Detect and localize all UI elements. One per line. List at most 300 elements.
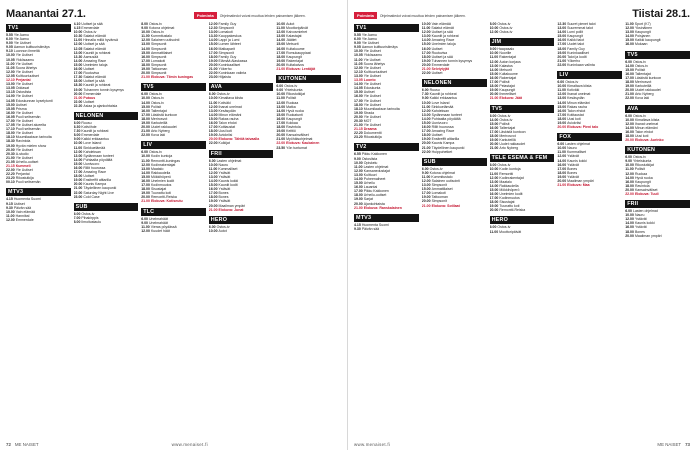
- program-time: 12.00: [6, 217, 15, 222]
- program-listing: [490, 96, 555, 100]
- program-title: Remontti: [499, 171, 514, 176]
- program-title: Autot: [218, 228, 227, 233]
- program-time: 21.00: [354, 205, 363, 210]
- program-title: Putous: [83, 95, 96, 100]
- program-time: 17.00: [6, 118, 15, 123]
- program-time: 00.10: [6, 180, 15, 185]
- program-time: 6.00: [73, 211, 81, 216]
- program-title: Keittiö: [286, 129, 296, 134]
- program-time: 10.00: [421, 100, 431, 105]
- program-title: Ystävät: [567, 162, 579, 167]
- program-time: 21.00: [557, 183, 567, 188]
- program-listing: [557, 63, 622, 67]
- program-title: Ihmeelliset: [499, 92, 517, 97]
- program-time: 16.00: [354, 185, 363, 190]
- program-time: 13.00: [73, 50, 83, 55]
- program-time: 6.00: [625, 155, 632, 160]
- program-time: 9.00: [73, 137, 81, 142]
- program-time: 10.00: [6, 53, 15, 58]
- program-time: 16.00: [276, 116, 286, 121]
- program-time: 10.00: [354, 160, 363, 165]
- program-time: 11.00: [625, 22, 634, 26]
- program-title: Uutiset ja sää: [431, 30, 453, 35]
- program-time: 23.20: [6, 176, 15, 181]
- program-title: Hyvä ruoka: [286, 108, 304, 113]
- program-time: 13.00: [557, 26, 567, 31]
- program-time: 11.00: [6, 61, 15, 66]
- program-title: Uutiset: [13, 201, 25, 206]
- program-title: Yhteiskunta: [284, 88, 303, 93]
- program-title: Kulkijat: [218, 141, 230, 146]
- program-title: Simpsonit: [218, 26, 234, 31]
- program-time: 12.05: [73, 46, 83, 51]
- program-time: 17.00: [489, 80, 499, 85]
- program-listing: [74, 104, 139, 108]
- schedule-column: [490, 22, 555, 442]
- program-title: Rikostutkija: [15, 176, 34, 181]
- program-title: Prisma: [15, 106, 27, 111]
- program-time: 10.00: [141, 96, 150, 101]
- program-title: Salatut elämät: [83, 46, 106, 51]
- program-time: 13.00: [276, 104, 286, 109]
- program-time: 19.00: [208, 199, 218, 204]
- program-time: 10.00: [276, 92, 286, 97]
- program-title: Uutiset: [83, 67, 95, 72]
- program-time: 15.00: [141, 104, 150, 109]
- program-time: 16.05: [6, 114, 15, 119]
- program-title: Maailman ympäri: [218, 203, 246, 208]
- program-title: Simpsonit: [431, 183, 447, 188]
- program-title: Uutiset: [83, 99, 95, 104]
- program-title: Kauniit ja rohkeat: [83, 50, 111, 55]
- program-title: Lappi ja Lumi: [218, 38, 240, 43]
- program-time: 23.20: [354, 135, 363, 140]
- program-time: 22.00: [208, 71, 218, 76]
- program-title: Bones: [218, 195, 229, 200]
- program-title: Poliisit: [634, 67, 646, 72]
- program-time: 20.00: [276, 133, 286, 138]
- program-title: Puoli seitsemän: [15, 127, 41, 132]
- program-title: Poliisit: [499, 121, 510, 126]
- program-title: Sydänmaan tunteet: [431, 112, 462, 117]
- program-time: 12.00: [421, 179, 431, 183]
- program-title: Nauru: [218, 162, 229, 167]
- program-title: Ostos-tv: [149, 22, 163, 26]
- program-time: 18.10: [6, 135, 15, 140]
- program-time: 15.00: [276, 42, 286, 47]
- program-listing: [354, 206, 419, 210]
- program-title: Poliisit: [634, 167, 645, 172]
- program-title: Rakentajat: [499, 55, 516, 60]
- program-time: 15.00: [489, 71, 499, 76]
- program-time: 16.00: [354, 94, 363, 99]
- program-title: Yökerho: [567, 58, 581, 63]
- program-time: 19.00: [557, 174, 567, 179]
- program-time: 23.00: [208, 75, 218, 80]
- program-time: 19.00: [354, 197, 363, 202]
- program-title: MOT: [363, 118, 372, 123]
- program-time: 14.00: [625, 34, 634, 39]
- program-time: 20.00: [625, 88, 634, 93]
- program-time: 12.00: [354, 168, 363, 173]
- program-time: 10.00: [489, 26, 499, 31]
- program-title: Kalastajat: [286, 34, 302, 39]
- program-title: Sisustajat: [499, 200, 515, 205]
- program-title: Tallentajat: [499, 125, 516, 130]
- program-title: Unelmahäät: [149, 216, 168, 221]
- program-title: Kauniit ja rohkeat: [83, 83, 111, 88]
- website-link[interactable]: www.menaiset.fi: [354, 442, 391, 447]
- program-title: Tuhannen tonnin kysymys: [431, 58, 473, 63]
- channel-header: TLC: [141, 208, 206, 216]
- program-listing: [490, 230, 555, 234]
- page-number: 72: [6, 442, 11, 447]
- program-time: 12.00: [73, 42, 83, 47]
- program-time: 14.00: [625, 125, 634, 130]
- program-time: 19.00: [421, 195, 431, 200]
- program-time: 9.10: [6, 49, 13, 54]
- program-time: 13.30: [73, 54, 83, 59]
- program-title: Pihakirppis: [81, 215, 99, 220]
- program-title: Rakentajat: [499, 75, 517, 80]
- program-time: 6.00: [73, 120, 81, 125]
- program-title: Läskistä kuntoon: [150, 112, 178, 117]
- program-time: 16.00: [6, 110, 15, 115]
- program-time: 14.00: [141, 170, 150, 175]
- program-time: 6.00: [354, 37, 361, 42]
- program-title: Ostos-tv: [497, 22, 511, 26]
- program-title: Yle Uutiset: [15, 69, 33, 74]
- program-time: 21.00: [489, 96, 499, 101]
- notice-box: [194, 12, 306, 19]
- program-title: Kahdeksan: [83, 149, 101, 154]
- program-time: 18.00: [276, 125, 286, 130]
- page-header: [354, 4, 690, 20]
- schedule-columns: [6, 22, 341, 442]
- program-time: 15.00: [625, 67, 634, 72]
- program-title: Uutiset: [363, 90, 375, 95]
- magazine-name: ME NAISET: [14, 442, 39, 447]
- program-time: 12.00: [208, 22, 218, 26]
- program-listing: [74, 220, 139, 224]
- program-time: 18.30: [73, 83, 83, 88]
- program-title: Haapasalo: [497, 47, 515, 52]
- program-time: 17.00: [557, 166, 567, 171]
- schedule-column: [354, 22, 419, 442]
- program-time: 15.00: [557, 34, 567, 39]
- program-title: Urheilu: [363, 181, 375, 186]
- program-title: Draama: [363, 127, 377, 132]
- program-time: 15.00: [489, 187, 499, 192]
- program-title: Täydellinen kaupunki: [431, 145, 465, 150]
- program-time: 12.00: [141, 228, 150, 233]
- program-time: 17.05: [6, 123, 15, 128]
- program-title: Kauppakeskus: [218, 34, 242, 39]
- program-title: Yle Uutiset: [13, 41, 31, 46]
- program-time: 16.00: [208, 120, 218, 125]
- program-title: Vain elämää: [15, 209, 35, 214]
- program-time: 21.00: [421, 145, 431, 150]
- program-title: Yle Uutiset: [363, 49, 381, 54]
- program-title: Kulttuuriuutiset: [363, 69, 387, 74]
- program-time: 9.00: [421, 170, 429, 175]
- program-time: 10.00: [421, 22, 431, 26]
- program-time: 17.00: [208, 50, 218, 55]
- program-time: 11.00: [421, 174, 431, 179]
- program-time: 14.00: [208, 38, 218, 43]
- program-title: Rillit huurussa: [83, 166, 106, 170]
- program-time: 10.00: [73, 30, 83, 35]
- program-title: Uutiset: [431, 46, 443, 51]
- program-title: Strada: [363, 110, 375, 115]
- program-title: Ostos-tv: [633, 59, 647, 64]
- program-time: 10.00: [625, 213, 634, 218]
- program-time: 16.00: [557, 162, 567, 167]
- program-title: Unelmien kodit: [150, 179, 175, 183]
- program-time: 12.00: [208, 170, 218, 175]
- program-title: Ystävät: [567, 174, 579, 179]
- program-time: 15.00: [141, 174, 150, 179]
- program-title: Kansainväliset: [286, 133, 309, 138]
- program-title: Kotiväki: [566, 88, 580, 93]
- channel-header: TV5: [141, 83, 206, 91]
- program-time: 21.00: [625, 92, 634, 97]
- program-title: Ensitreffit alttarilla: [431, 137, 460, 142]
- program-title: Autot: [286, 22, 295, 26]
- program-time: 22.00: [557, 62, 567, 67]
- program-time: 19.00: [489, 138, 499, 143]
- program-time: 15.00: [421, 187, 431, 192]
- program-title: Lomakoti: [431, 191, 446, 196]
- program-listing: [141, 229, 206, 233]
- program-title: A-studio: [15, 151, 29, 156]
- program-time: 11.00: [141, 224, 150, 229]
- program-time: 6.00: [141, 150, 148, 155]
- program-time: 14.00: [557, 30, 567, 35]
- program-title: Huomenta Suomi: [13, 197, 41, 202]
- program-title: Kultakuume: [499, 71, 518, 76]
- program-title: Lasten ohjelmat: [633, 209, 658, 214]
- program-time: 19.00: [421, 137, 431, 142]
- program-time: 13.15: [6, 90, 15, 95]
- channel-header: NELONEN: [74, 112, 139, 120]
- program-title: Arto Nyberg: [499, 146, 519, 151]
- program-title: Yle Uutiset: [15, 61, 33, 66]
- program-listing: [625, 96, 690, 100]
- program-title: Salainen uutisointi: [150, 38, 180, 43]
- program-title: Kesäsydän: [567, 96, 585, 101]
- program-time: 19.00: [276, 58, 286, 63]
- program-time: 11.00: [276, 96, 285, 101]
- program-title: Remontti-Reiska: [499, 208, 526, 213]
- program-time: 10.00: [354, 49, 363, 54]
- program-title: Yle Uutiset: [361, 41, 379, 46]
- program-time: 21.00: [557, 58, 567, 63]
- program-time: 19.00: [141, 191, 150, 196]
- program-title: Yle Uutiset: [363, 73, 381, 78]
- program-time: 10.00: [141, 30, 150, 35]
- program-title: Kuudet häät: [150, 228, 170, 233]
- program-title: Poisjanen: [634, 34, 651, 39]
- program-time: 12.00: [421, 108, 431, 113]
- right-page: [348, 0, 696, 450]
- notice-badge: Poiminta: [354, 12, 377, 19]
- page-title: Maanantai 27.1.: [6, 8, 86, 20]
- program-title: Emmerdale: [83, 91, 102, 96]
- program-title: Puhtaalta pöydältä: [431, 116, 461, 121]
- program-title: Kaikki erkkaantuu: [81, 137, 110, 142]
- program-title: Ystävät: [634, 225, 647, 230]
- channel-header: TV5: [490, 105, 555, 113]
- program-title: Ruusu: [429, 88, 440, 93]
- program-title: Kaupungit: [634, 179, 651, 184]
- program-title: Yle Aamu: [361, 37, 377, 42]
- program-title: Sarjat: [363, 197, 373, 202]
- program-title: Simpsonit: [150, 54, 167, 59]
- program-time: 12.00: [489, 175, 499, 180]
- program-time: 14.00: [421, 116, 431, 121]
- program-title: Auton korjaus: [499, 59, 521, 64]
- program-title: Minun elämäni: [634, 125, 658, 130]
- program-listing: [625, 42, 690, 46]
- program-time: 13.00: [208, 30, 218, 35]
- program-listing: [354, 227, 419, 231]
- program-time: 13.00: [141, 42, 150, 47]
- program-time: 15.00: [421, 120, 431, 125]
- program-time: 18.00: [489, 200, 499, 205]
- program-title: Perjantai: [15, 172, 30, 177]
- program-title: Kaupungit: [634, 30, 651, 35]
- program-title: Amazing Race: [83, 170, 107, 175]
- program-title: Kummitustalo: [150, 34, 172, 39]
- program-title: Talot ja kodit: [567, 54, 587, 59]
- program-time: 13.30: [208, 34, 218, 39]
- program-time: 6.00: [557, 80, 565, 85]
- program-time: 23.00: [73, 194, 83, 199]
- program-time: 13.00: [557, 96, 567, 101]
- program-title: Yhteiskunta: [633, 159, 652, 164]
- program-time: 17.00: [557, 112, 567, 117]
- program-title: Nuorille: [499, 51, 512, 56]
- program-time: 14.00: [276, 108, 286, 113]
- program-title: Vieras pöydässä: [150, 224, 177, 229]
- program-time: 20.00: [421, 141, 431, 146]
- program-time: 19.00: [276, 129, 286, 134]
- channel-header: TV1: [6, 24, 71, 32]
- program-time: 10.00: [625, 117, 634, 122]
- program-title: Kaunis kokki: [567, 158, 587, 163]
- program-time: 18.00: [625, 229, 634, 234]
- program-listing: [625, 192, 690, 196]
- program-title: Unelmien kodit: [499, 192, 523, 196]
- program-title: Kuninkaalliset: [218, 62, 241, 67]
- program-time: 9.15: [6, 201, 13, 206]
- program-title: Kotona ohjelmat: [149, 26, 175, 31]
- program-title: Ruokaa: [286, 100, 299, 105]
- program-title: Salainen uutisointi: [431, 179, 460, 183]
- program-time: 22.20: [73, 103, 83, 108]
- program-title: Yle Uutiset: [15, 94, 33, 99]
- program-time: 17.30: [73, 75, 83, 80]
- program-time: 17.00: [557, 42, 567, 47]
- program-listing: [141, 75, 206, 79]
- program-time: 15.00: [141, 50, 150, 55]
- program-title: Oddasat: [15, 86, 29, 91]
- website-link[interactable]: www.menaiset.fi: [171, 442, 208, 447]
- program-title: Minun elämäni: [218, 112, 242, 117]
- program-time: 14.00: [354, 82, 363, 87]
- program-time: 18.00: [73, 79, 83, 84]
- program-title: Ostos-tv: [497, 163, 511, 168]
- program-time: 20.00: [6, 147, 15, 152]
- program-time: 11.00: [489, 55, 499, 60]
- program-title: Kultakaivos: [286, 62, 305, 67]
- program-title: Läskistä kuntoon: [634, 75, 662, 80]
- program-title: Kova laki: [150, 133, 166, 138]
- program-title: Ihanat unelmat: [218, 104, 242, 109]
- program-listing: [422, 150, 487, 154]
- program-title: Romukauppiaat: [286, 50, 311, 55]
- program-title: Matka: [286, 104, 296, 109]
- channel-header: NELONEN: [422, 79, 487, 87]
- channel-header: TV5: [625, 51, 690, 59]
- program-title: Maailman ympäri: [634, 233, 662, 238]
- program-title: Amazing Race: [431, 38, 455, 43]
- program-title: Kauniit kodit: [218, 183, 238, 188]
- program-title: Jäätiet: [286, 38, 297, 43]
- channel-header: FRII: [209, 150, 274, 158]
- program-title: Ilmoitustaulu: [81, 219, 102, 224]
- program-title: Huomenta Suomi: [361, 222, 389, 227]
- program-title: Uutiset ja sää: [83, 42, 105, 47]
- program-listing: [422, 71, 487, 75]
- program-time: 18.10: [354, 106, 363, 111]
- program-time: 15.00: [625, 38, 634, 43]
- program-time: 15.00: [73, 62, 83, 67]
- program-title: Ostos-tv: [149, 150, 163, 155]
- program-title: Sydänmaan tunteet: [83, 153, 114, 158]
- program-title: Nauru: [634, 213, 645, 218]
- program-title: Elokuva: Tähtiä taivaalla: [218, 137, 260, 142]
- program-title: Kauniit ja rohkeat: [429, 92, 457, 97]
- program-title: Kummalliset: [218, 166, 238, 171]
- channel-header: LIV: [141, 141, 206, 149]
- program-time: 20.00: [208, 62, 218, 67]
- program-time: 14.00: [354, 177, 363, 181]
- program-time: 12.00: [625, 26, 634, 31]
- program-title: Yle Uutiset: [15, 110, 33, 115]
- page-footer: [6, 442, 341, 447]
- program-time: 19.00: [208, 133, 218, 138]
- program-time: 6.55: [354, 152, 361, 157]
- program-time: 12.30: [208, 26, 218, 31]
- program-title: Metsurit: [286, 42, 299, 47]
- program-time: 9.05: [6, 45, 13, 50]
- program-time: 9.00: [141, 26, 148, 31]
- program-time: 20.30: [6, 151, 15, 156]
- program-time: 6.00: [421, 166, 429, 171]
- program-title: Kaikki erkkaantuu: [429, 96, 458, 101]
- program-title: Rakas rauha: [567, 104, 588, 109]
- program-time: 22.00: [6, 168, 15, 173]
- program-time: 19.00: [625, 84, 634, 89]
- program-time: 20.00: [141, 195, 150, 200]
- program-time: 15.00: [421, 42, 431, 47]
- program-title: Elokuva: Kotiseutu: [150, 199, 183, 204]
- program-time: 21.00: [421, 67, 431, 72]
- program-title: Amazing Race: [83, 58, 107, 63]
- program-title: Ravintola: [634, 183, 650, 188]
